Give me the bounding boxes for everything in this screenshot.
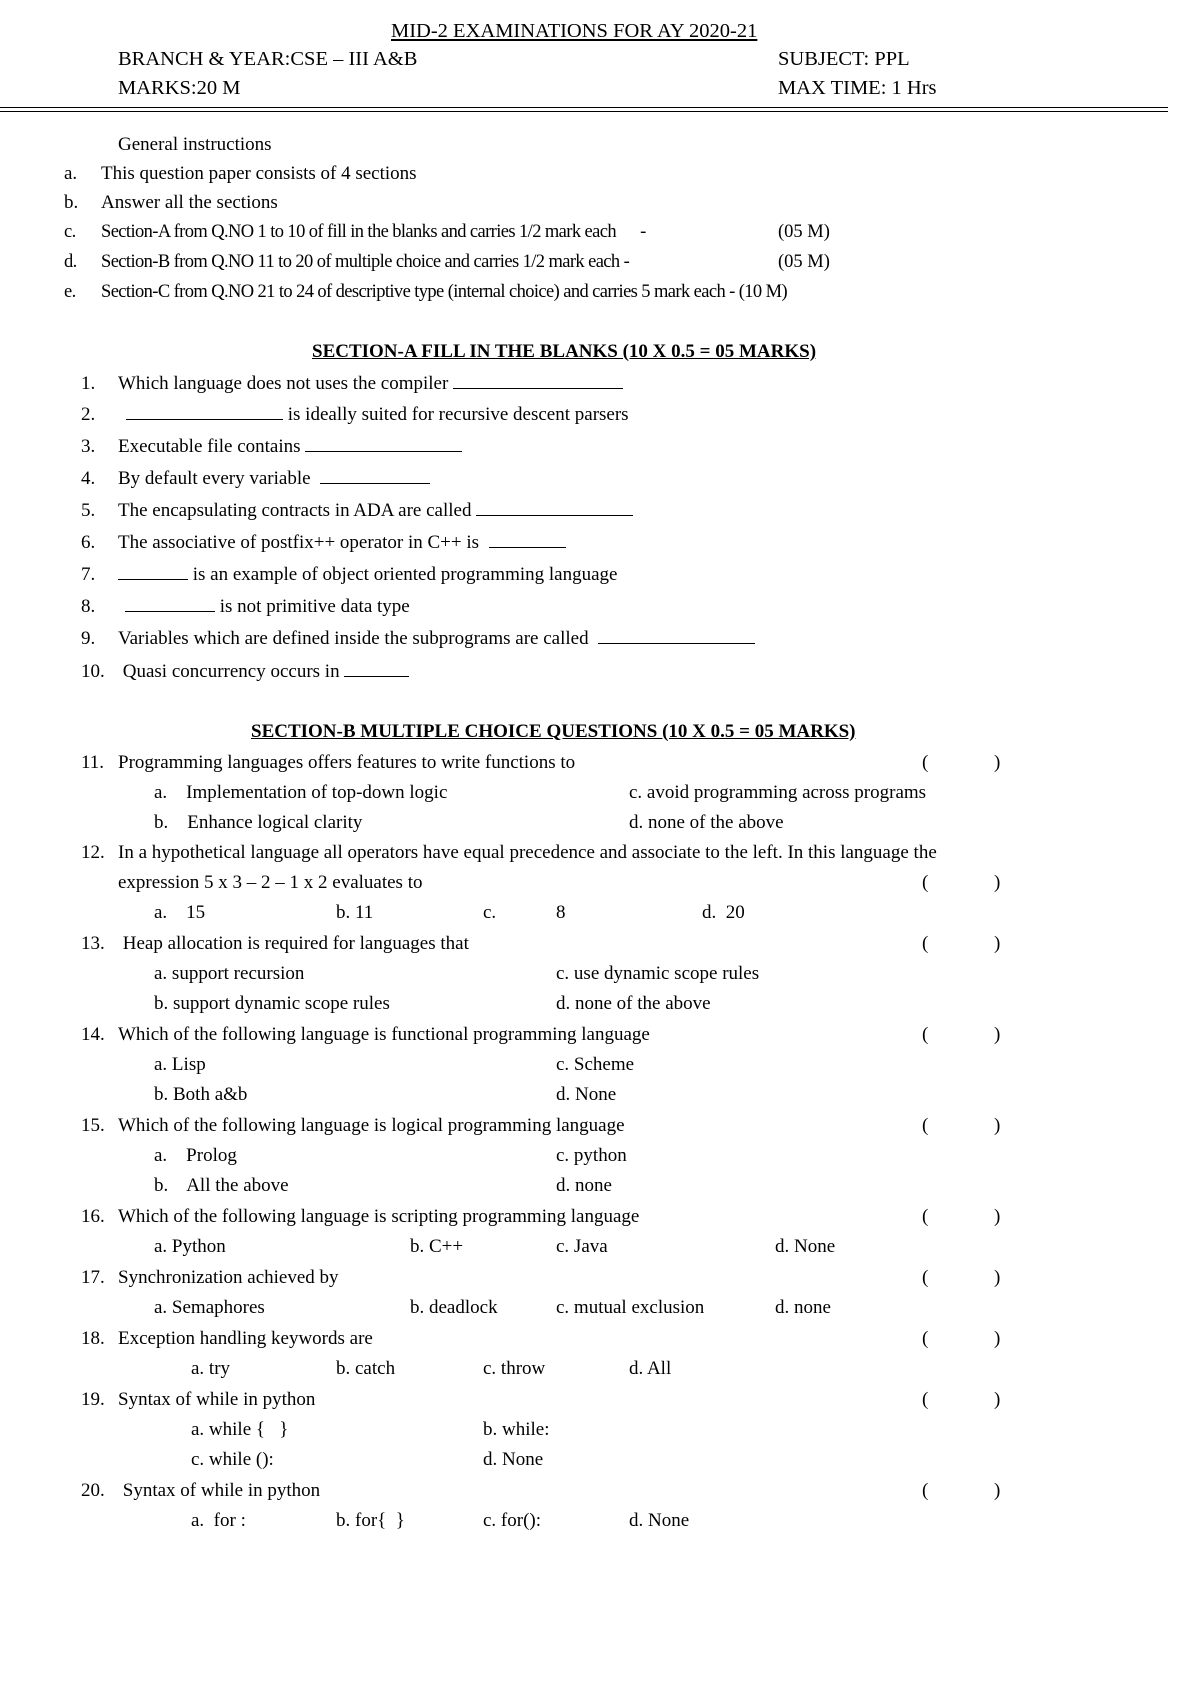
answer-bracket-open[interactable]: ( [922,933,929,954]
answer-bracket-close[interactable]: ) [994,1024,1001,1045]
option-b: b. while: [483,1419,550,1440]
answer-bracket-close[interactable]: ) [994,1389,1001,1410]
option-d: d. None [629,1510,690,1531]
question-text: Synchronization achieved by [118,1267,339,1288]
question-text: Programming languages offers features to write functions to [118,752,576,773]
fill-question-8 [125,596,410,618]
header-rule-top [0,107,1168,108]
option-a: a. for : [191,1510,246,1531]
option-c: c. Java [556,1236,608,1257]
answer-blank[interactable] [476,501,633,516]
option-a: a. Implementation of top-down logic [154,782,448,803]
question-text: Executable file contains [118,436,306,457]
option-a: a. try [191,1358,231,1379]
fill-question-9 [118,628,755,650]
answer-blank[interactable] [305,437,462,452]
option-b: b. support dynamic scope rules [154,993,390,1014]
instruction-marker: e. [64,282,76,302]
option-a: a. Prolog [154,1145,237,1166]
question-number: 20. [81,1480,105,1501]
question-text: Which language does not uses the compiler [118,373,454,394]
option-c-value: 8 [556,902,566,923]
option-d: d. None [775,1236,836,1257]
question-number: 14. [81,1024,105,1045]
instructions-heading: General instructions [118,134,272,155]
fill-question-4 [118,468,430,490]
question-text: By default every variable [118,468,321,489]
answer-bracket-close[interactable]: ) [994,1480,1001,1501]
answer-bracket-close[interactable]: ) [994,1267,1001,1288]
question-number: 11. [81,752,105,773]
question-text-continued: expression 5 x 3 – 2 – 1 x 2 evaluates to [118,872,423,893]
option-b: b. catch [336,1358,396,1379]
question-number: 7. [81,564,96,585]
option-c: c. mutual exclusion [556,1297,705,1318]
option-d: d. All [629,1358,672,1379]
option-c: c. for(): [483,1510,542,1531]
option-a: a. while { } [191,1419,289,1440]
question-number: 1. [81,373,96,394]
option-a: a. Lisp [154,1054,206,1075]
instruction-item: Answer all the sections [101,192,278,213]
option-b: b. for{ } [336,1510,405,1531]
answer-bracket-open[interactable]: ( [922,1389,929,1410]
answer-blank[interactable] [489,533,566,548]
subject: SUBJECT: PPL [778,48,910,70]
instruction-marks: (05 M) [778,222,830,242]
question-text: The encapsulating contracts in ADA are called [118,500,477,521]
option-a: a. Semaphores [154,1297,265,1318]
answer-blank[interactable] [453,374,623,389]
question-text: is not primitive data type [215,596,410,617]
question-number: 4. [81,468,96,489]
question-number: 16. [81,1206,105,1227]
question-number: 9. [81,628,96,649]
max-time: MAX TIME: 1 Hrs [778,77,937,99]
option-c: c. while (): [191,1449,274,1470]
question-number: 15. [81,1115,105,1136]
question-text: Which of the following language is logical programming language [118,1115,625,1136]
fill-question-6 [118,532,566,554]
instruction-item: Section-C from Q.NO 21 to 24 of descriptive type (internal choice) and carries 5 mark each - (10 M) [101,282,788,302]
question-number: 19. [81,1389,105,1410]
question-text: Quasi concurrency occurs in [118,661,345,682]
answer-blank[interactable] [118,565,188,580]
answer-bracket-close[interactable]: ) [994,1328,1001,1349]
option-a: a. 15 [154,902,206,923]
question-number: 13. [81,933,105,954]
answer-bracket-close[interactable]: ) [994,872,1001,893]
answer-bracket-open[interactable]: ( [922,1115,929,1136]
answer-blank[interactable] [320,469,430,484]
question-text: Syntax of while in python [118,1389,316,1410]
option-a: a. support recursion [154,963,305,984]
answer-bracket-close[interactable]: ) [994,1206,1001,1227]
answer-blank[interactable] [126,405,283,420]
branch-year: BRANCH & YEAR:CSE – III A&B [118,48,418,70]
answer-blank[interactable] [598,629,755,644]
option-d: d. none [775,1297,831,1318]
question-number: 17. [81,1267,105,1288]
instruction-item: This question paper consists of 4 sections [101,163,417,184]
exam-title: MID-2 EXAMINATIONS FOR AY 2020-21 [391,20,758,42]
option-d: d. None [556,1084,617,1105]
question-text: In a hypothetical language all operators have equal precedence and associate to the left. In this language the [118,842,937,863]
option-b: b. All the above [154,1175,289,1196]
option-c: c. [483,902,497,923]
question-number: 18. [81,1328,105,1349]
fill-question-10 [118,661,409,683]
question-text: Which of the following language is scripting programming language [118,1206,640,1227]
question-text: Exception handling keywords are [118,1328,373,1349]
marks: MARKS:20 M [118,77,241,99]
option-c: c. avoid programming across programs [629,782,927,803]
answer-bracket-close[interactable]: ) [994,933,1001,954]
instruction-marks: (05 M) [778,252,830,272]
question-text: The associative of postfix++ operator in C++ is [118,532,489,553]
answer-bracket-open[interactable]: ( [922,1267,929,1288]
fill-question-1 [118,373,623,395]
fill-question-7 [118,564,617,586]
fill-question-3 [118,436,462,458]
option-d: d. none of the above [629,812,784,833]
option-a: a. Python [154,1236,226,1257]
question-number: 3. [81,436,96,457]
option-b: b. Enhance logical clarity [154,812,363,833]
instruction-marker: c. [64,222,76,242]
answer-bracket-open[interactable]: ( [922,1480,929,1501]
question-number: 8. [81,596,96,617]
option-d: d. none of the above [556,993,711,1014]
instruction-marker: b. [64,192,79,213]
question-text: Syntax of while in python [118,1480,321,1501]
answer-bracket-open[interactable]: ( [922,872,929,893]
answer-bracket-open[interactable]: ( [922,1328,929,1349]
fill-question-5 [118,500,633,522]
option-b: b. deadlock [410,1297,498,1318]
option-c: c. use dynamic scope rules [556,963,760,984]
option-b: b. Both a&b [154,1084,248,1105]
question-number: 10. [81,661,105,682]
question-text: Variables which are defined inside the subprograms are called [118,628,599,649]
option-d: d. None [483,1449,544,1470]
question-number: 12. [81,842,105,863]
instruction-item: Section-B from Q.NO 11 to 20 of multiple choice and carries 1/2 mark each - [101,252,630,272]
option-d: d. none [556,1175,612,1196]
question-number: 5. [81,500,96,521]
answer-blank[interactable] [344,662,409,677]
instruction-item: Section-A from Q.NO 1 to 10 of fill in the blanks and carries 1/2 mark each - [101,222,646,242]
question-text: Heap allocation is required for languages that [118,933,469,954]
answer-bracket-close[interactable]: ) [994,1115,1001,1136]
instruction-marker: a. [64,163,78,184]
question-text: is an example of object oriented programming language [188,564,618,585]
section-b-title: SECTION-B MULTIPLE CHOICE QUESTIONS (10 X 0.5 = 05 MARKS) [251,721,856,742]
option-b: b. C++ [410,1236,464,1257]
question-number: 2. [81,404,96,425]
option-b: b. 11 [336,902,374,923]
section-a-title: SECTION-A FILL IN THE BLANKS (10 X 0.5 = 05 MARKS) [312,341,817,362]
answer-bracket-open[interactable]: ( [922,1206,929,1227]
fill-question-2 [126,404,629,426]
header-rule-bottom [0,111,1168,112]
question-text: Which of the following language is functional programming language [118,1024,650,1045]
answer-bracket-close[interactable]: ) [994,752,1001,773]
answer-bracket-open[interactable]: ( [922,752,929,773]
option-c: c. throw [483,1358,546,1379]
instruction-marker: d. [64,252,77,272]
answer-blank[interactable] [125,597,215,612]
question-text: is ideally suited for recursive descent parsers [283,404,629,425]
option-c: c. python [556,1145,627,1166]
question-number: 6. [81,532,96,553]
option-c: c. Scheme [556,1054,635,1075]
answer-bracket-open[interactable]: ( [922,1024,929,1045]
option-d: d. 20 [702,902,745,923]
